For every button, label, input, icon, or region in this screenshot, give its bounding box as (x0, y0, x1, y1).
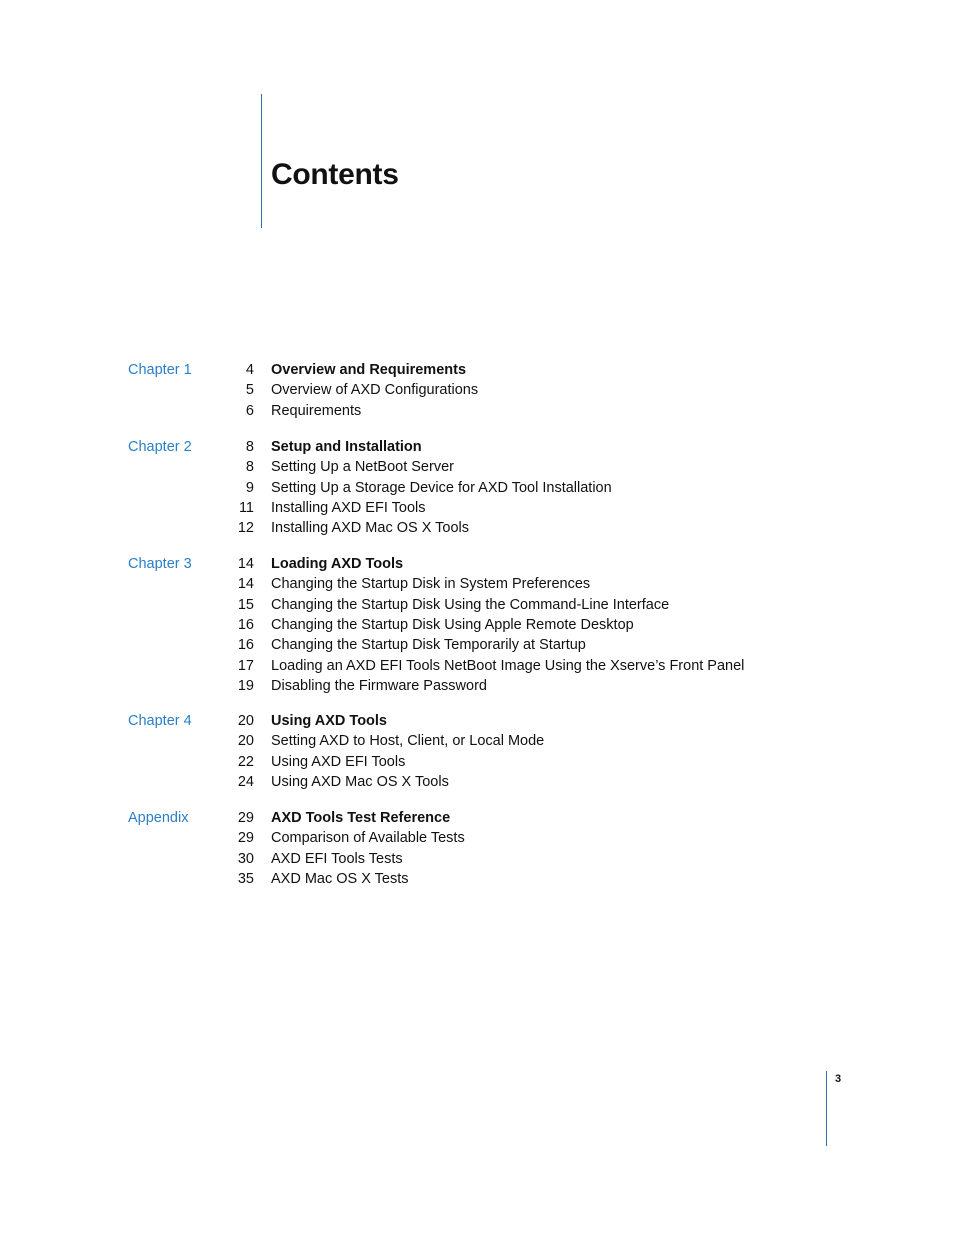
toc-entry[interactable] (0, 635, 954, 655)
toc-entry-title: Disabling the Firmware Password (271, 677, 487, 694)
chapter-label[interactable]: Chapter 4 (128, 713, 192, 729)
toc-entry-title: Using AXD Mac OS X Tools (271, 773, 449, 790)
toc-chapter-entry[interactable] (0, 808, 954, 828)
toc-entry[interactable] (0, 869, 954, 889)
chapter-label[interactable]: Appendix (128, 810, 189, 826)
toc-entry-title: Loading an AXD EFI Tools NetBoot Image Using the Xserve’s Front Panel (271, 657, 745, 674)
toc-page-number: 5 (245, 382, 254, 399)
toc-page-number: 14 (237, 556, 254, 572)
toc-entry-title: Overview of AXD Configurations (271, 382, 479, 399)
chapter-label[interactable]: Chapter 1 (128, 362, 192, 378)
toc-page-number: 9 (245, 479, 254, 496)
toc-entry[interactable] (0, 574, 954, 594)
toc-entry[interactable] (0, 772, 954, 792)
toc-page-number: 17 (237, 657, 254, 674)
toc-page-number: 20 (237, 733, 254, 750)
toc-chapter-entry[interactable] (0, 554, 954, 574)
title-rule (261, 94, 262, 228)
toc-page-number: 16 (237, 616, 254, 633)
toc-page-number: 29 (237, 830, 254, 847)
toc-entry-title: Setting Up a Storage Device for AXD Tool Installation (271, 479, 612, 496)
toc-entry-title: Changing the Startup Disk Temporarily at Startup (271, 637, 586, 654)
toc-page-number: 24 (237, 773, 254, 790)
toc-entry[interactable] (0, 457, 954, 477)
toc-entry[interactable] (0, 380, 954, 400)
toc-page-number: 14 (237, 576, 254, 593)
toc-entry-title: Using AXD EFI Tools (271, 753, 406, 770)
toc-chapter-entry[interactable] (0, 711, 954, 731)
toc-page-number: 6 (245, 402, 254, 419)
footer-rule (826, 1071, 827, 1146)
chapter-label[interactable]: Chapter 3 (128, 556, 192, 572)
toc-page-number: 29 (237, 810, 254, 826)
toc-page-number: 20 (237, 713, 254, 729)
toc-entry-title: Installing AXD EFI Tools (271, 499, 426, 516)
toc-entry-title: AXD EFI Tools Tests (271, 850, 403, 867)
toc-page-number: 22 (237, 753, 254, 770)
toc-entry-title: Requirements (271, 402, 362, 419)
toc-entry[interactable] (0, 656, 954, 676)
toc-entry[interactable] (0, 752, 954, 772)
toc-entry[interactable] (0, 731, 954, 751)
toc-page-number: 11 (238, 499, 254, 516)
toc-entry[interactable] (0, 518, 954, 538)
toc-page-number: 16 (237, 637, 254, 654)
toc-page-number: 4 (245, 362, 254, 378)
toc-entry[interactable] (0, 595, 954, 615)
toc-entry-title: Changing the Startup Disk Using the Command-Line Interface (271, 596, 670, 613)
page-number: 3 (835, 1073, 842, 1085)
toc-entry-title: Setup and Installation (271, 439, 422, 455)
toc-entry-title: Changing the Startup Disk Using Apple Remote Desktop (271, 616, 634, 633)
toc-chapter-entry[interactable] (0, 437, 954, 457)
toc-entry-title: Installing AXD Mac OS X Tools (271, 520, 469, 537)
toc-entry-title: Setting Up a NetBoot Server (271, 459, 454, 476)
page-title: Contents (271, 158, 399, 191)
toc-entry[interactable] (0, 401, 954, 421)
toc-page-number: 12 (237, 520, 254, 537)
toc-entry-title: Loading AXD Tools (271, 556, 404, 572)
toc-entry[interactable] (0, 676, 954, 696)
toc-entry-title: AXD Mac OS X Tests (271, 870, 409, 887)
chapter-label[interactable]: Chapter 2 (128, 439, 192, 455)
toc-page-number: 8 (245, 459, 254, 476)
toc-entry[interactable] (0, 615, 954, 635)
toc-page-number: 19 (237, 677, 254, 694)
toc-entry-title: Comparison of Available Tests (271, 830, 465, 847)
toc-entry[interactable] (0, 828, 954, 848)
toc-page-number: 15 (237, 596, 254, 613)
toc-page-number: 30 (237, 850, 254, 867)
toc-entry[interactable] (0, 478, 954, 498)
toc-entry-title: Using AXD Tools (271, 713, 387, 729)
toc-entry-title: AXD Tools Test Reference (271, 810, 451, 826)
toc-entry-title: Changing the Startup Disk in System Preferences (271, 576, 591, 593)
toc-entry[interactable] (0, 498, 954, 518)
toc-entry-title: Setting AXD to Host, Client, or Local Mode (271, 733, 545, 750)
toc-page-number: 8 (245, 439, 254, 455)
toc-entry[interactable] (0, 849, 954, 869)
toc-entry-title: Overview and Requirements (271, 362, 467, 378)
toc-page-number: 35 (237, 870, 254, 887)
toc-chapter-entry[interactable] (0, 360, 954, 380)
